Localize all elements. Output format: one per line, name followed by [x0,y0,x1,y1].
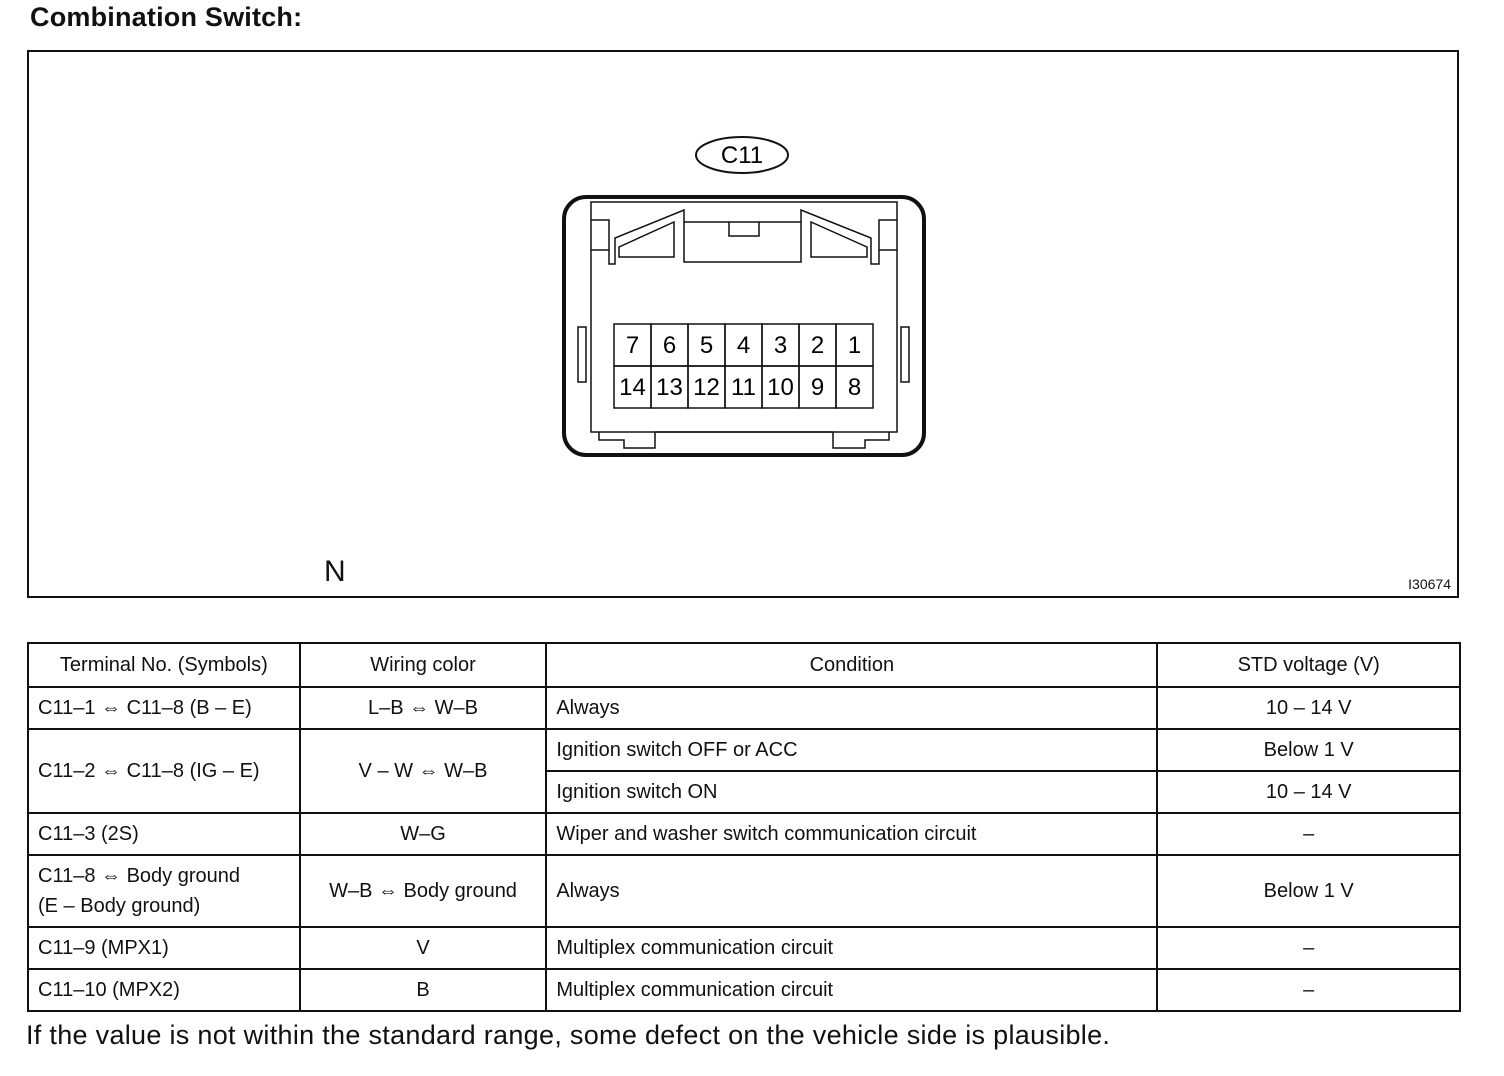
condition-cell: Ignition switch OFF or ACC [546,729,1157,771]
terminal-number: 2 [810,332,825,359]
connector-label: C11 [720,142,764,169]
terminal-cell: C11–3 (2S) [28,813,300,855]
terminal-number: 6 [662,332,677,359]
wiring-cell: V [300,927,547,969]
table-row [28,729,1460,771]
voltage-cell: – [1157,969,1460,1011]
header-condition: Condition [546,643,1157,687]
terminal-cell: C11–2 ⇔ C11–8 (IG – E) [28,729,300,813]
header-wiring: Wiring color [300,643,547,687]
terminal-number: 9 [810,374,825,401]
condition-cell: Multiplex communication circuit [546,969,1157,1011]
figure-id: I30674 [1408,576,1451,592]
terminal-line-1: C11–8 ⇔ Body ground [38,865,240,887]
condition-cell: Ignition switch ON [546,771,1157,813]
terminal-spec-table [27,642,1461,1012]
terminal-number: 13 [656,374,683,401]
terminal-cell: C11–9 (MPX1) [28,927,300,969]
connector-figure [27,50,1459,598]
wiring-cell: L–B ⇔ W–B [300,687,547,729]
table-header-row [28,643,1460,687]
connector-diagram [29,52,1457,596]
terminal-cell: C11–10 (MPX2) [28,969,300,1011]
terminal-number: 7 [625,332,640,359]
voltage-cell: Below 1 V [1157,855,1460,927]
condition-cell: Wiper and washer switch communication circuit [546,813,1157,855]
terminal-cell [28,855,300,927]
terminal-number: 14 [619,374,646,401]
table-row [28,855,1460,927]
table-row [28,927,1460,969]
terminal-number: 4 [736,332,751,359]
terminal-number: 1 [847,332,862,359]
condition-cell: Multiplex communication circuit [546,927,1157,969]
table-row [28,687,1460,729]
voltage-cell: 10 – 14 V [1157,771,1460,813]
voltage-cell: Below 1 V [1157,729,1460,771]
terminal-line-2: (E – Body ground) [38,895,201,917]
page-title: Combination Switch: [30,2,303,32]
wiring-cell: W–G [300,813,547,855]
header-terminal: Terminal No. (Symbols) [28,643,300,687]
voltage-cell: 10 – 14 V [1157,687,1460,729]
condition-cell: Always [546,855,1157,927]
terminal-number: 5 [699,332,714,359]
view-mark: N [324,555,346,588]
voltage-cell: – [1157,813,1460,855]
terminal-number: 10 [767,374,794,401]
terminal-number: 3 [773,332,788,359]
terminal-number: 12 [693,374,720,401]
terminal-cell: C11–1 ⇔ C11–8 (B – E) [28,687,300,729]
condition-cell: Always [546,687,1157,729]
footnote: If the value is not within the standard range, some defect on the vehicle side is plausible. [26,1020,1111,1050]
terminal-number: 8 [847,374,862,401]
table-row [28,813,1460,855]
terminal-number: 11 [731,374,756,401]
wiring-cell: W–B ⇔ Body ground [300,855,547,927]
voltage-cell: – [1157,927,1460,969]
terminal-grid [614,324,873,408]
wiring-cell: B [300,969,547,1011]
wiring-cell: V – W ⇔ W–B [300,729,547,813]
table-row [28,969,1460,1011]
header-voltage: STD voltage (V) [1157,643,1460,687]
